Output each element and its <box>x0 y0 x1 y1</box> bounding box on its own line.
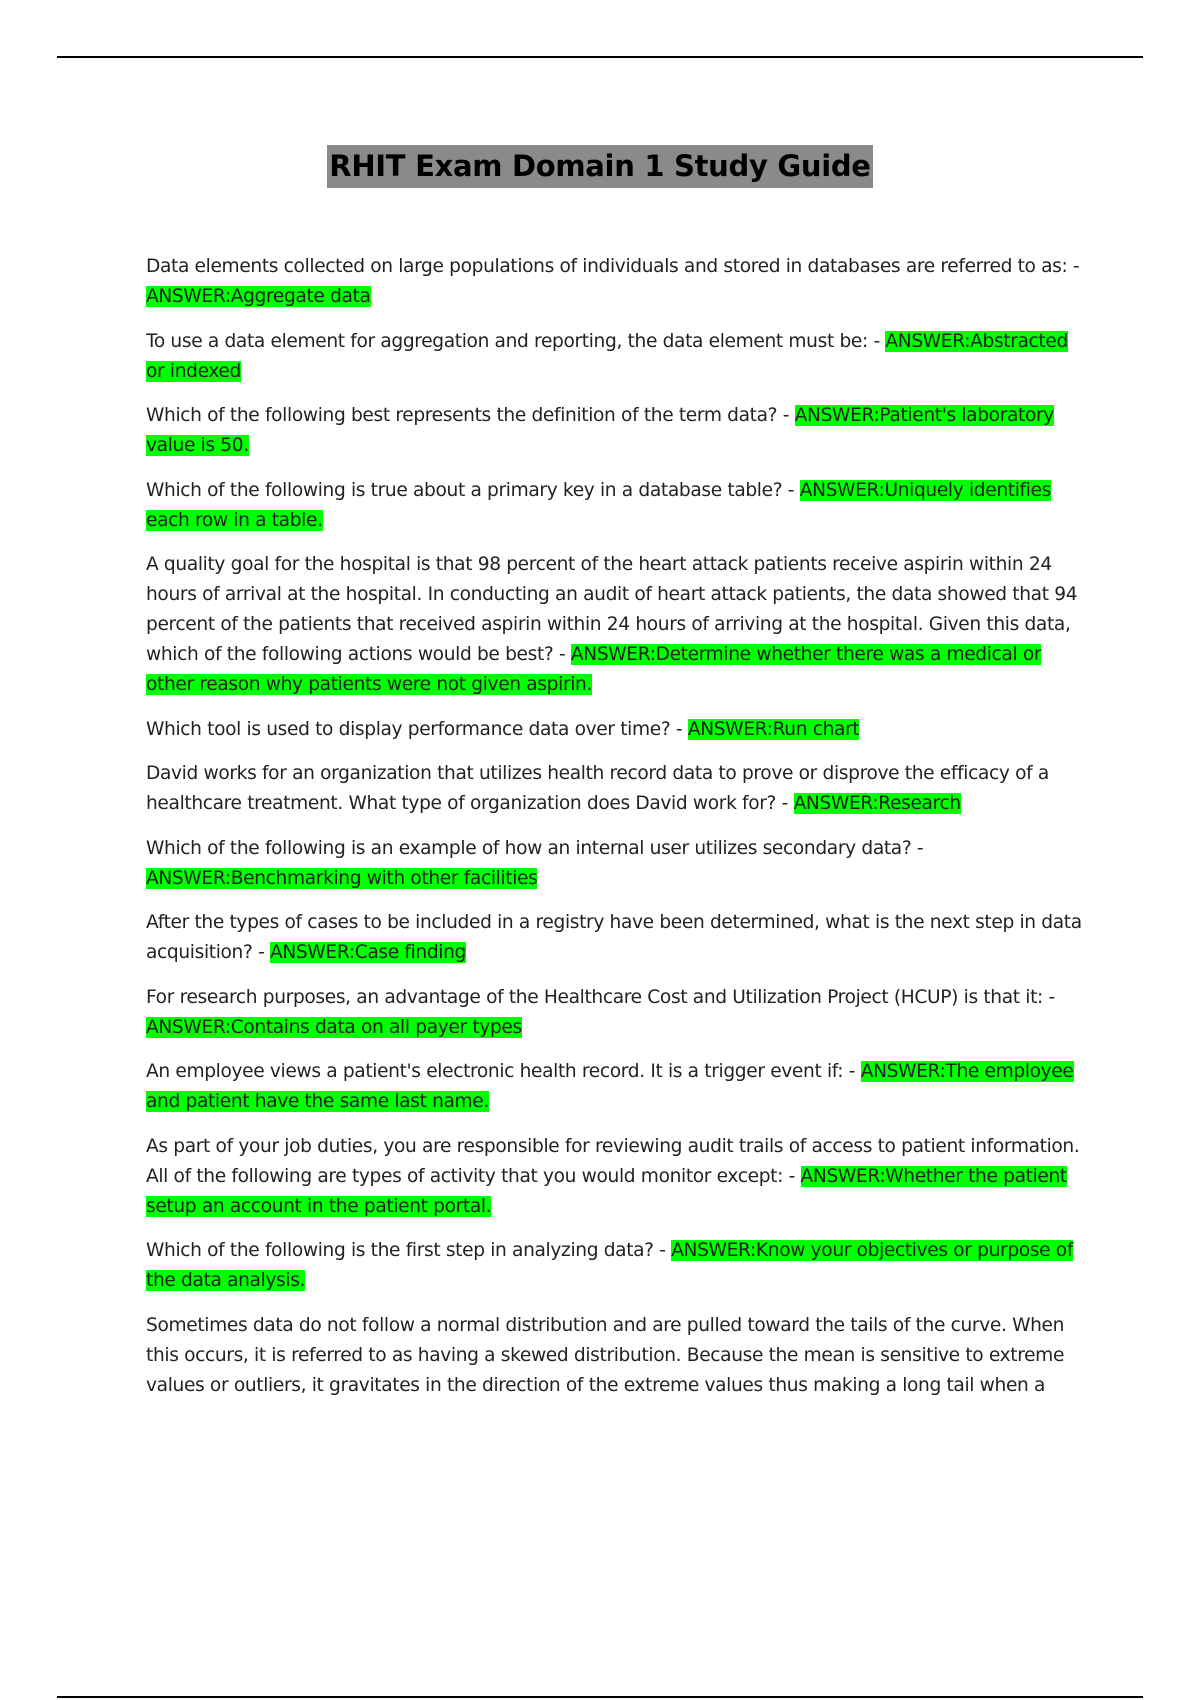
qa-item <box>146 834 1090 894</box>
answer-text: ANSWER:Uniquely identifies each row in a table. <box>146 479 1051 531</box>
qa-item <box>146 759 1090 819</box>
question-text: Which of the following is true about a primary key in a database table? - <box>146 479 800 501</box>
qa-item <box>146 401 1090 461</box>
qa-item <box>146 908 1090 968</box>
qa-item <box>146 1132 1090 1222</box>
question-text: Which of the following is the first step in analyzing data? - <box>146 1240 672 1261</box>
answer-text: ANSWER:Aggregate data <box>146 286 371 307</box>
qa-list <box>146 252 1090 1415</box>
qa-item <box>146 550 1090 700</box>
answer-text: ANSWER:Abstracted or indexed <box>146 330 1068 382</box>
question-text: Which tool is used to display performance data over time? - <box>146 718 688 740</box>
question-text: David works for an organization that utilizes health record data to prove or disprove the efficacy of a healthcare treatment. What type of organization does David work for? - <box>146 763 1049 814</box>
question-text: As part of your job duties, you are responsible for reviewing audit trails of access to patient information. All of the following are types of activity that you would monitor except: - <box>146 1135 1080 1187</box>
answer-text: ANSWER:Case finding <box>270 942 466 963</box>
qa-item <box>146 1236 1090 1296</box>
question-text: Data elements collected on large populations of individuals and stored in databases are referred to as: - <box>146 256 1080 277</box>
answer-text: ANSWER:Patient's laboratory value is 50. <box>146 405 1054 456</box>
question-text: Which of the following best represents the definition of the term data? - <box>146 405 795 426</box>
qa-item <box>146 327 1090 387</box>
answer-text: ANSWER:The employee and patient have the same last name. <box>146 1061 1074 1112</box>
qa-item <box>146 252 1090 312</box>
question-text: For research purposes, an advantage of the Healthcare Cost and Utilization Project (HCUP) is that it: - <box>146 986 1055 1008</box>
answer-text: ANSWER:Benchmarking with other facilities <box>146 867 538 889</box>
question-text: To use a data element for aggregation and reporting, the data element must be: - <box>146 330 886 352</box>
qa-item <box>146 476 1090 536</box>
answer-text: ANSWER:Know your objectives or purpose of the data analysis. <box>146 1240 1074 1291</box>
title-container <box>0 145 1200 188</box>
qa-item <box>146 1311 1090 1401</box>
qa-item <box>146 715 1090 745</box>
document-title: RHIT Exam Domain 1 Study Guide <box>327 145 872 188</box>
answer-text: ANSWER:Run chart <box>687 718 860 740</box>
question-text: Which of the following is an example of how an internal user utilizes secondary data? - <box>146 837 924 859</box>
question-text: After the types of cases to be included in a registry have been determined, what is the next step in data acquisition? - <box>146 912 1082 963</box>
answer-text: ANSWER:Contains data on all payer types <box>146 1016 522 1038</box>
question-text: Sometimes data do not follow a normal distribution and are pulled toward the tails of the curve. When this occurs, it is referred to as having a skewed distribution. Because the mean is sensitive to extreme values or outliers, it gravitates in the direction of the extreme values thus making a long tail when a <box>146 1314 1065 1396</box>
top-rule <box>57 56 1143 58</box>
qa-item <box>146 983 1090 1043</box>
bottom-rule <box>57 1696 1143 1698</box>
question-text: A quality goal for the hospital is that 98 percent of the heart attack patients receive aspirin within 24 hours of arrival at the hospital. In conducting an audit of heart attack patients, the data showed that 94 percent of the patients that received aspirin within 24 hours of arriving at the hospital. Given this data, which of the following actions would be best? - <box>146 554 1078 665</box>
answer-text: ANSWER:Research <box>793 793 961 814</box>
answer-text: ANSWER:Whether the patient setup an account in the patient portal. <box>146 1165 1067 1217</box>
answer-text: ANSWER:Determine whether there was a medical or other reason why patients were not given aspirin. <box>146 644 1042 695</box>
question-text: An employee views a patient's electronic health record. It is a trigger event if: - <box>146 1061 861 1082</box>
qa-item <box>146 1057 1090 1117</box>
